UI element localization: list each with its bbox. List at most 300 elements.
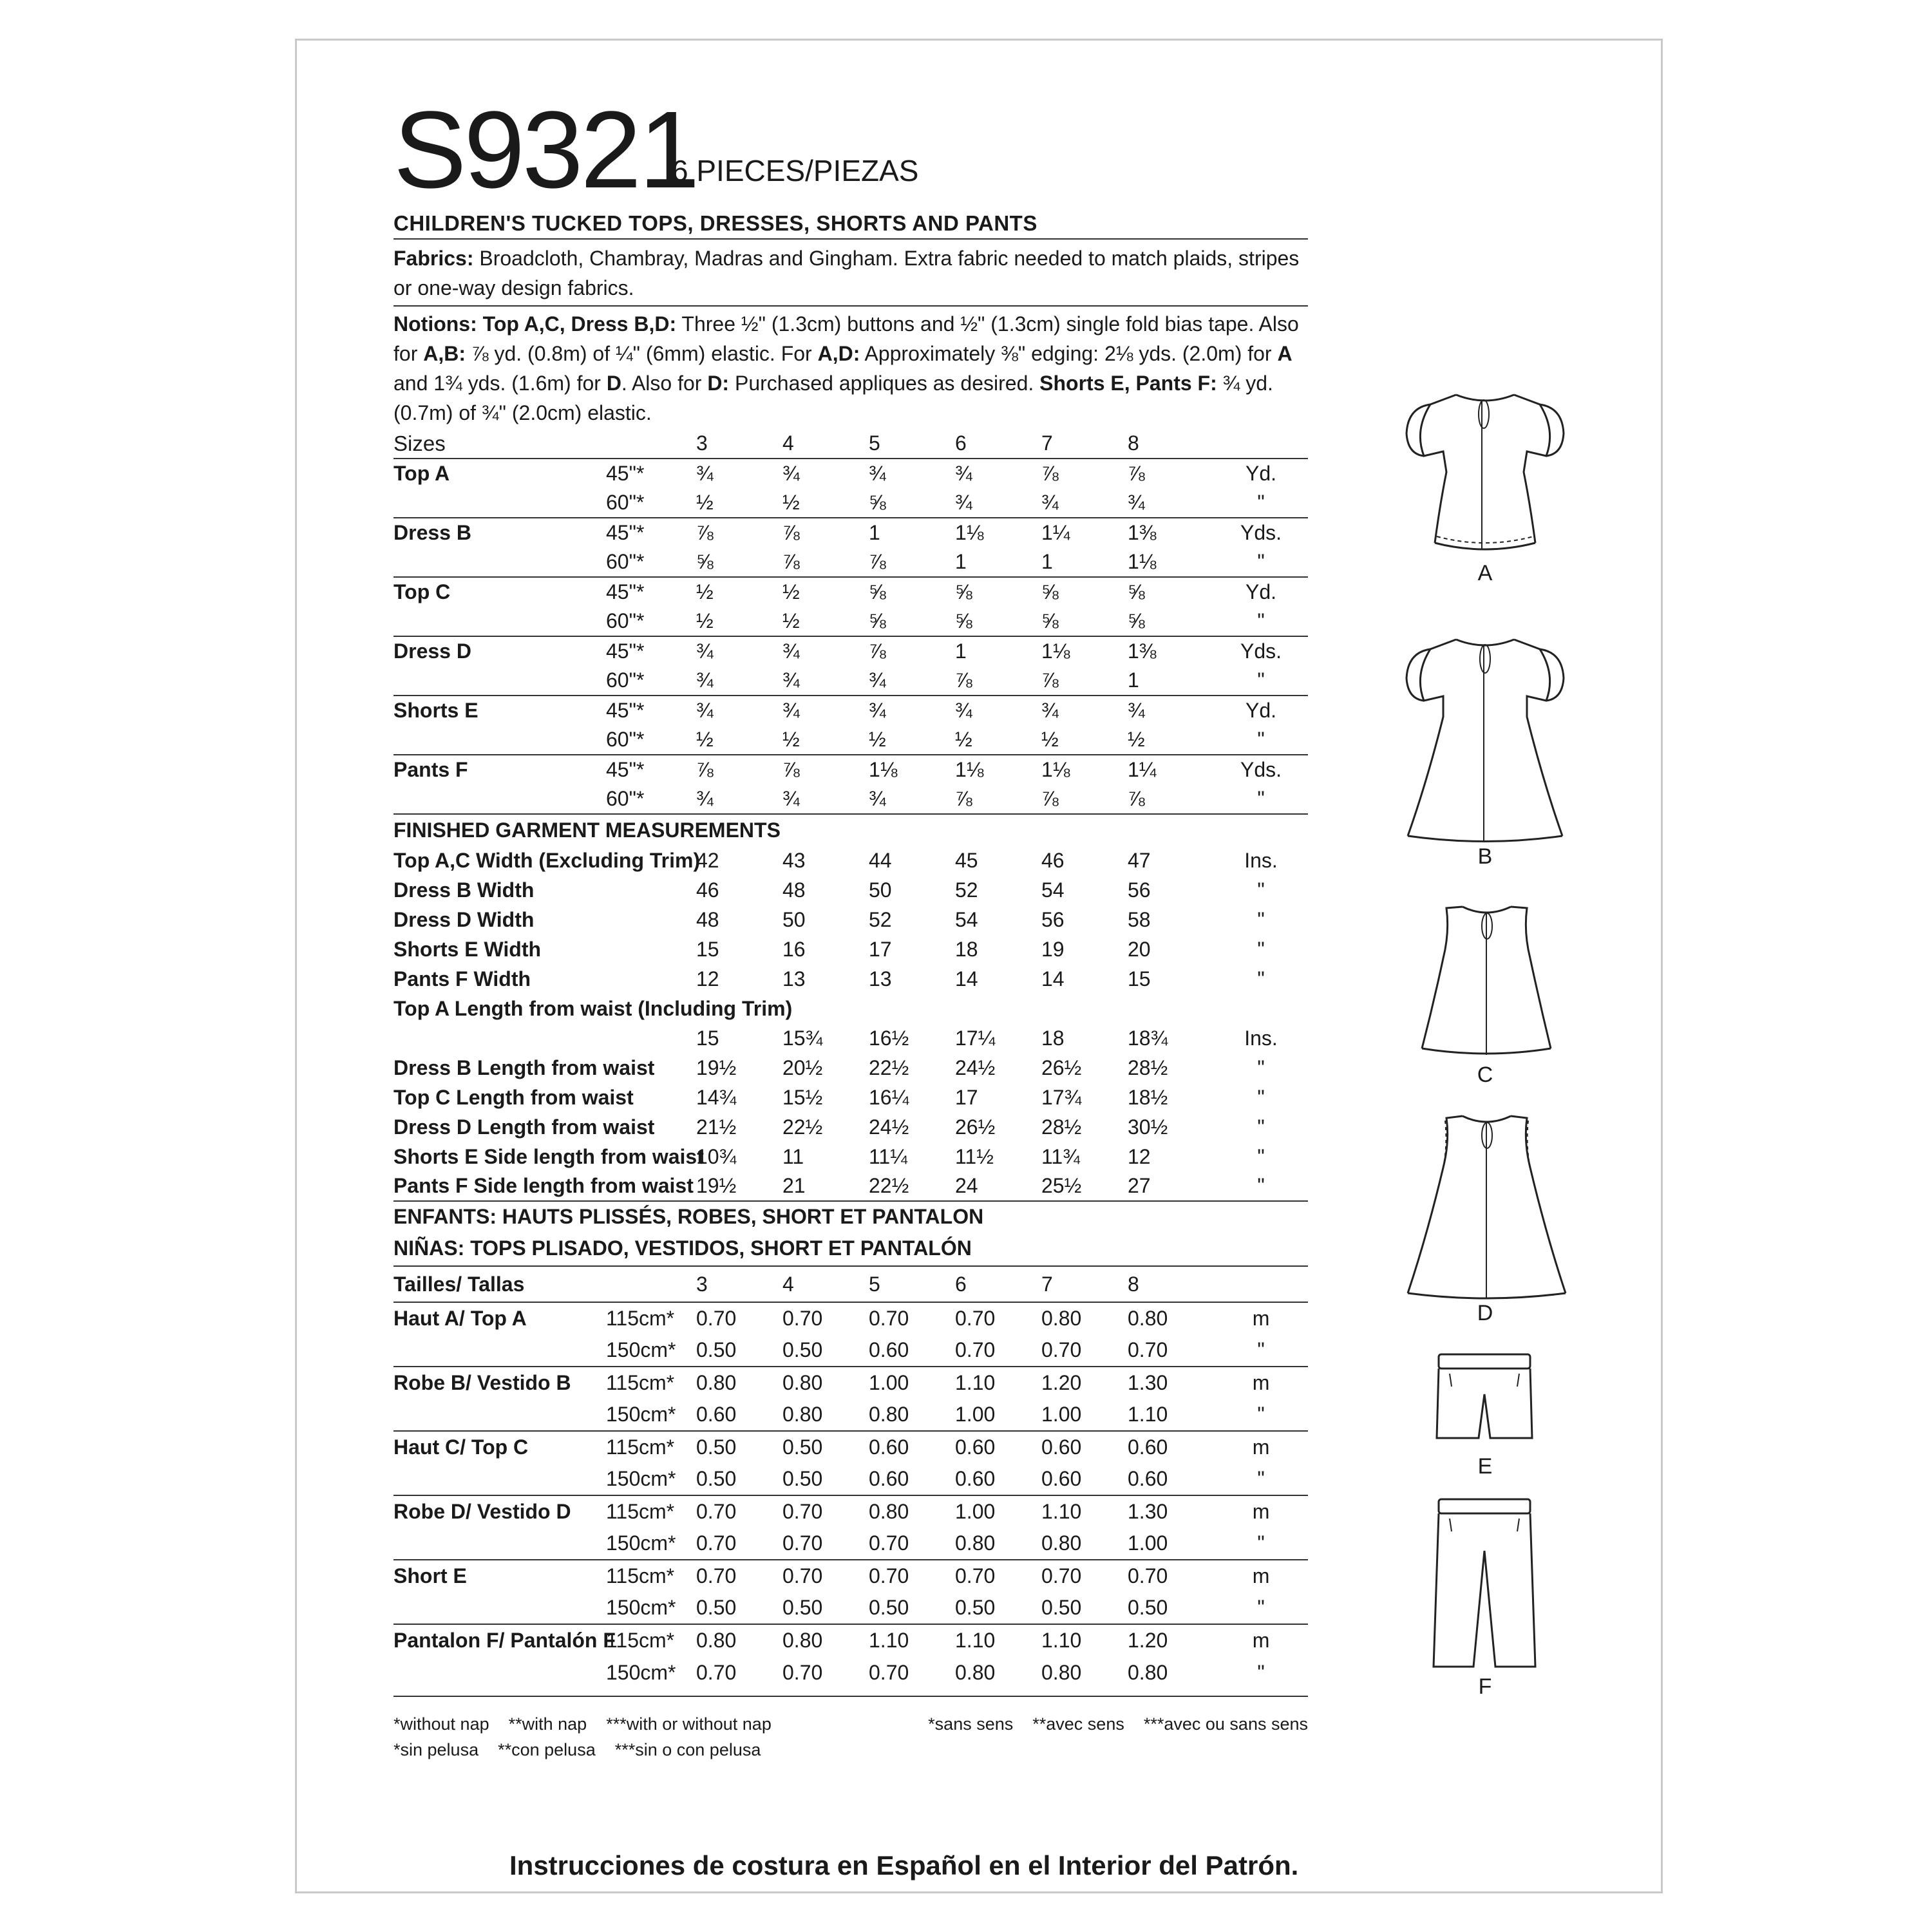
footnotes [393, 1711, 1308, 1763]
yardage-value: 0.70 [955, 1334, 1041, 1367]
yardage-value: 1.30 [1128, 1371, 1168, 1394]
garment-label: Top A [393, 462, 450, 485]
table-row [393, 964, 1308, 994]
measurement-value: 52 [869, 907, 892, 931]
yardage-value: ¾ [696, 639, 714, 663]
yardage-value: 0.70 [869, 1660, 909, 1684]
yardage-value: 1.00 [955, 1500, 996, 1523]
table-row [393, 1399, 1308, 1431]
measurement-value: 11¾ [1041, 1144, 1080, 1168]
yardage-value: ⅝ [955, 580, 972, 603]
yardage-value: ¾ [782, 462, 800, 485]
fabric-width: 60"* [606, 607, 696, 636]
unit: " [1214, 666, 1308, 696]
table-row [393, 784, 1308, 814]
metric-title-es: NIÑAS: TOPS PLISADO, VESTIDOS, SHORT ET PANTALÓN [393, 1231, 1308, 1266]
unit: " [1214, 1334, 1308, 1367]
unit: m [1252, 1629, 1270, 1652]
unit: Yds. [1240, 758, 1282, 781]
yardage-value: ⅞ [1041, 462, 1059, 485]
table-row [393, 607, 1308, 636]
unit: Yds. [1240, 639, 1282, 663]
unit: " [1214, 1463, 1308, 1495]
metric-title-fr: ENFANTS: HAUTS PLISSÉS, ROBES, SHORT ET PANTALON [393, 1204, 984, 1228]
measurement-value: 17 [955, 1085, 978, 1109]
footnote-en: *without nap **with nap ***with or without nap [393, 1714, 772, 1734]
unit: " [1257, 1144, 1265, 1168]
measurement-value: 48 [782, 878, 806, 902]
measurement-value: 54 [955, 907, 978, 931]
measurement-value: 20 [1128, 937, 1151, 961]
yardage-value: ⅞ [782, 547, 869, 577]
yardage-value: 0.80 [1041, 1660, 1082, 1684]
pants-f-icon [1318, 1493, 1653, 1676]
garment-label: Haut A/ Top A [393, 1307, 527, 1330]
measurement-value: 19 [1041, 937, 1065, 961]
yardage-value: 0.50 [696, 1334, 782, 1367]
measurement-label: Dress B Width [393, 878, 535, 902]
blank-cell [393, 1592, 606, 1624]
measurement-value: 50 [782, 907, 806, 931]
measurement-value: 46 [696, 878, 719, 902]
view-f-drawing [1318, 1493, 1653, 1705]
size-header: 5 [869, 1266, 955, 1302]
yardage-value: ½ [696, 580, 714, 603]
yardage-value: 0.70 [869, 1564, 909, 1587]
measurement-value: 24½ [869, 1115, 909, 1139]
measurement-value: 19½ [696, 1056, 737, 1079]
yardage-value: 0.70 [1041, 1564, 1082, 1587]
fabric-width: 115cm* [606, 1371, 675, 1394]
yardage-value: ⅞ [782, 521, 800, 544]
yardage-value: ¾ [1128, 488, 1214, 518]
measurement-value: 46 [1041, 848, 1065, 872]
blank-cell [393, 607, 606, 636]
yardage-value: 0.70 [782, 1564, 823, 1587]
yardage-value: ⅞ [696, 521, 714, 544]
yardage-value: 1⅛ [955, 521, 984, 544]
table-row [393, 1592, 1308, 1624]
yardage-value: 0.50 [782, 1435, 823, 1459]
yardage-value: ¾ [696, 784, 782, 814]
yardage-value: 1⅛ [1128, 547, 1214, 577]
unit: " [1257, 878, 1265, 902]
measurement-value: 13 [869, 967, 892, 990]
unit: m [1252, 1435, 1270, 1459]
measurement-value: 15½ [782, 1085, 823, 1109]
view-c-drawing [1318, 894, 1653, 1087]
yardage-value: 0.70 [782, 1660, 823, 1684]
size-header: 3 [696, 429, 782, 459]
measurement-value: 28½ [1041, 1115, 1082, 1139]
yardage-value: ⅞ [869, 639, 886, 663]
view-a-drawing [1318, 369, 1653, 585]
view-a-label: A [1477, 561, 1493, 585]
unit: m [1252, 1307, 1270, 1330]
yardage-value: 0.50 [1128, 1592, 1214, 1624]
fabric-width: 60"* [606, 666, 696, 696]
yardage-value: 1.00 [1128, 1528, 1214, 1560]
measurement-label: Dress D Length from waist [393, 1115, 655, 1139]
measurement-value: 56 [1041, 907, 1065, 931]
measurement-value: 14 [955, 967, 978, 990]
yardage-value: ⅞ [782, 758, 800, 781]
table-row [393, 1053, 1308, 1083]
fabric-width: 45"* [606, 521, 645, 544]
measurement-value: 42 [696, 848, 719, 872]
table-row [393, 636, 1308, 666]
fabric-width: 60"* [606, 725, 696, 755]
yardage-value: ¾ [1041, 488, 1128, 518]
yardage-value: ½ [782, 607, 869, 636]
yardage-value: 0.60 [869, 1334, 955, 1367]
measurement-value: 19½ [696, 1171, 782, 1201]
measurement-label: Top A,C Width (Excluding Trim) [393, 848, 701, 872]
yardage-value: ⅞ [696, 758, 714, 781]
blank-cell [606, 429, 696, 459]
measurement-value: 14¾ [696, 1085, 737, 1109]
fabrics-text: Fabrics: Broadcloth, Chambray, Madras and Gingham. Extra fabric needed to match plaids, stripes or one-way design fabrics. [393, 247, 1300, 299]
yardage-value: ¾ [869, 699, 886, 722]
fabric-width: 115cm* [606, 1500, 675, 1523]
yardage-value: 1 [869, 521, 880, 544]
view-d-drawing [1318, 1106, 1653, 1332]
yardage-value: 0.50 [955, 1592, 1041, 1624]
yardage-value: 0.80 [869, 1399, 955, 1431]
unit: " [1257, 1115, 1265, 1139]
blank-cell [393, 1656, 606, 1689]
yardage-value: ⅞ [869, 547, 955, 577]
view-e-label: E [1477, 1454, 1493, 1479]
spacer-row [393, 1689, 1308, 1696]
yardage-value: ⅝ [1128, 607, 1214, 636]
unit: " [1214, 1528, 1308, 1560]
unit: Yds. [1240, 521, 1282, 544]
blank-cell [393, 547, 606, 577]
measurement-label: Dress D Width [393, 907, 535, 931]
yardage-value: 0.70 [1128, 1564, 1168, 1587]
fabric-width: 150cm* [606, 1528, 696, 1560]
table-row [393, 1112, 1308, 1142]
unit: " [1257, 1660, 1265, 1684]
measurement-label: Dress B Length from waist [393, 1056, 655, 1079]
fabric-width: 60"* [606, 488, 696, 518]
view-c-label: C [1477, 1063, 1493, 1087]
yardage-value: 1⅛ [955, 758, 984, 781]
yardage-value: 0.50 [869, 1592, 955, 1624]
measurement-value: 15 [696, 937, 719, 961]
unit: " [1257, 937, 1265, 961]
blank-cell [393, 1528, 606, 1560]
yardage-value: 1 [955, 547, 1041, 577]
yardage-value: ½ [782, 580, 800, 603]
yardage-value: 1.10 [1041, 1500, 1082, 1523]
yardage-value: 0.60 [1041, 1463, 1128, 1495]
main-column [393, 211, 1308, 1763]
garment-label: Short E [393, 1564, 467, 1587]
yardage-value: ¾ [696, 699, 714, 722]
yardage-value: ½ [955, 725, 1041, 755]
yardage-value: ¾ [1041, 699, 1059, 722]
measurement-value: 10¾ [696, 1144, 737, 1168]
yardage-value: 1¼ [1128, 758, 1157, 781]
size-header: 6 [955, 1266, 1041, 1302]
measurement-value: 58 [1128, 907, 1151, 931]
yardage-value: 0.60 [869, 1435, 909, 1459]
measurement-value: 18½ [1128, 1085, 1168, 1109]
yardage-value: 0.70 [955, 1307, 996, 1330]
yardage-value: 1.00 [955, 1399, 1041, 1431]
table-row [393, 1202, 1308, 1231]
table-row [393, 846, 1308, 875]
measurement-value: 16¼ [869, 1085, 909, 1109]
fabric-width: 45"* [606, 580, 645, 603]
yardage-value: 0.60 [955, 1435, 996, 1459]
table-row [393, 815, 1308, 846]
measurement-value: 26½ [955, 1115, 996, 1139]
fabric-width: 60"* [606, 547, 696, 577]
measurement-value: 22½ [869, 1171, 955, 1201]
pattern-envelope-back [295, 39, 1663, 1893]
dress-b-icon [1318, 620, 1653, 846]
measurement-value: 11¼ [869, 1144, 907, 1168]
unit: Yd. [1245, 699, 1277, 722]
yardage-value: 0.70 [696, 1307, 737, 1330]
garment-label: Robe D/ Vestido D [393, 1500, 571, 1523]
table-row [393, 1266, 1308, 1302]
table-row [393, 1624, 1308, 1656]
measurement-value: 21½ [696, 1115, 737, 1139]
spanish-instructions-note: Instrucciones de costura en Español en el Interior del Patrón. [509, 1850, 1299, 1880]
piece-count: 6 PIECES/PIEZAS [672, 154, 919, 187]
table-row [393, 547, 1308, 577]
blank-cell [1214, 1266, 1308, 1302]
table-row [393, 1334, 1308, 1367]
yardage-value: 0.70 [696, 1528, 782, 1560]
finished-measurements-table [393, 815, 1308, 1202]
table-row [393, 1367, 1308, 1399]
yardage-value: ¾ [782, 784, 869, 814]
unit: " [1214, 784, 1308, 814]
measurement-label: Shorts E Width [393, 937, 542, 961]
measurement-value: 18 [955, 937, 978, 961]
yardage-value: 0.80 [1041, 1528, 1128, 1560]
yardage-value: ⅝ [1128, 580, 1145, 603]
measurement-value: 45 [955, 848, 978, 872]
measurement-value: 15 [696, 1026, 719, 1050]
blank-cell [393, 666, 606, 696]
yardage-value: 1.10 [1128, 1399, 1214, 1431]
yardage-value: ¾ [955, 462, 972, 485]
garment-label: Dress B [393, 521, 471, 544]
yardage-value: 1.10 [955, 1371, 996, 1394]
yardage-value: 0.70 [955, 1564, 996, 1587]
yardage-value: ⅝ [1041, 580, 1059, 603]
table-row [393, 725, 1308, 755]
unit: Ins. [1244, 848, 1278, 872]
blank-cell [393, 488, 606, 518]
measurement-label: Top A Length from waist (Including Trim) [393, 996, 793, 1020]
measurement-value: 18¾ [1128, 1026, 1168, 1050]
yardage-value: 0.70 [782, 1500, 823, 1523]
yardage-value: ¾ [782, 666, 869, 696]
table-row [393, 1431, 1308, 1463]
unit: " [1257, 967, 1265, 990]
fabric-width: 60"* [606, 784, 696, 814]
table-row [393, 1171, 1308, 1201]
yardage-value: ½ [696, 607, 782, 636]
fabric-width: 115cm* [606, 1629, 675, 1652]
yardage-value: 1 [1128, 666, 1214, 696]
garment-label: Top C [393, 580, 451, 603]
yardage-value: ¾ [955, 488, 1041, 518]
measurement-label: Pants F Width [393, 967, 531, 990]
yardage-value: ⅝ [1041, 607, 1128, 636]
yardage-value: 0.50 [782, 1592, 869, 1624]
yardage-value: 0.80 [1041, 1307, 1082, 1330]
yardage-value: ½ [782, 488, 869, 518]
view-e-drawing [1318, 1348, 1653, 1477]
view-f-label: F [1478, 1674, 1492, 1699]
unit: " [1214, 488, 1308, 518]
yardage-value: ⅞ [1041, 666, 1128, 696]
unit: " [1257, 1085, 1265, 1109]
garment-label: Haut C/ Top C [393, 1435, 529, 1459]
fabric-width: 115cm* [606, 1435, 675, 1459]
size-header: 4 [782, 1266, 869, 1302]
yardage-value: 0.50 [782, 1334, 869, 1367]
measurement-value: 17 [869, 937, 892, 961]
measurement-value: 25½ [1041, 1171, 1128, 1201]
size-header: 8 [1128, 429, 1214, 459]
yardage-value: ½ [696, 488, 782, 518]
table-row [393, 488, 1308, 518]
fabric-width: 150cm* [606, 1660, 676, 1684]
yardage-value: ¾ [955, 699, 972, 722]
fabric-width: 45"* [606, 699, 645, 722]
size-header: 3 [696, 1266, 782, 1302]
measurement-label: Top C Length from waist [393, 1085, 634, 1109]
yardage-value: 0.70 [869, 1307, 909, 1330]
yardage-value: ¾ [696, 666, 782, 696]
pattern-number: S9321 [393, 89, 697, 211]
unit: " [1214, 725, 1308, 755]
yardage-value: 0.80 [1128, 1660, 1168, 1684]
size-header: 7 [1041, 429, 1128, 459]
fabric-width: 45"* [606, 639, 645, 663]
yardage-value: ⅞ [955, 784, 1041, 814]
table-row [393, 755, 1308, 784]
measurement-label: Shorts E Side length from waist [393, 1144, 704, 1168]
table-row [393, 994, 1308, 1023]
yardage-value: ⅞ [1128, 462, 1145, 485]
table-row [393, 1463, 1308, 1495]
measurement-value: 44 [869, 848, 892, 872]
sizes-label: Tailles/ Tallas [393, 1266, 606, 1302]
yardage-value: ¾ [869, 462, 886, 485]
notions-text: Notions: Top A,C, Dress B,D: Three ½" (1.3cm) buttons and ½" (1.3cm) single fold bias tape. Also for A,B: ⅞ yd. (0.8m) of ¼" (6mm) elastic. For A,D: Approximately ⅜" edging: 2⅛ yds. (2.0m) for A and 1¾ yds. (1.6m) for D. Also for D: Purchased appliques as desired. Shorts E, Pants F: ¾ yd. (0.7m) of ¾" (2.0cm) elastic. [393, 312, 1299, 424]
measurement-value: 22½ [782, 1115, 823, 1139]
size-header: 6 [955, 429, 1041, 459]
blank-cell [393, 1023, 696, 1053]
yardage-value: 0.70 [782, 1307, 823, 1330]
unit: Yd. [1245, 462, 1277, 485]
yardage-value: ⅝ [696, 547, 782, 577]
footnote-fr: *sans sens **avec sens ***avec ou sans sens [928, 1714, 1308, 1734]
table-row [393, 459, 1308, 488]
yardage-value: ¾ [869, 784, 955, 814]
view-b-drawing [1318, 620, 1653, 869]
table-row [393, 1560, 1308, 1592]
yardage-value: 1⅜ [1128, 639, 1157, 663]
yardage-value: 0.60 [869, 1463, 955, 1495]
measurement-value: 43 [782, 848, 806, 872]
finished-measurements-title: FINISHED GARMENT MEASUREMENTS [393, 818, 781, 842]
yardage-value: 1 [1041, 547, 1128, 577]
measurement-value: 12 [696, 967, 719, 990]
size-header: 8 [1128, 1266, 1214, 1302]
fabric-width: 150cm* [606, 1334, 696, 1367]
yardage-value: 0.70 [869, 1528, 955, 1560]
unit: " [1214, 1592, 1308, 1624]
dress-d-icon [1318, 1106, 1653, 1300]
top-c-icon [1318, 894, 1653, 1061]
table-row [393, 1302, 1308, 1334]
garment-label: Dress D [393, 639, 471, 663]
yardage-value: 0.60 [955, 1463, 1041, 1495]
size-header: 5 [869, 429, 955, 459]
blank-cell [393, 1399, 606, 1431]
measurement-value: 17¾ [1041, 1085, 1082, 1109]
blank-cell [393, 1334, 606, 1367]
yardage-value: 0.50 [782, 1463, 869, 1495]
unit: " [1257, 1056, 1265, 1079]
measurement-value: 11½ [955, 1144, 994, 1168]
yardage-value: ¾ [782, 699, 800, 722]
measurement-value: 54 [1041, 878, 1065, 902]
measurement-value: 24½ [955, 1056, 996, 1079]
fabric-width: 150cm* [606, 1463, 696, 1495]
yardage-value: 1.00 [1041, 1399, 1128, 1431]
yardage-value: 0.80 [782, 1399, 869, 1431]
yardage-table [393, 429, 1308, 815]
yardage-value: 0.80 [955, 1528, 1041, 1560]
unit: m [1252, 1564, 1270, 1587]
yardage-value: ⅞ [1041, 784, 1128, 814]
yardage-value: 1⅛ [869, 758, 898, 781]
garment-label: Shorts E [393, 699, 478, 722]
blank-cell [393, 784, 606, 814]
yardage-value: ¾ [1128, 699, 1145, 722]
measurement-value: 30½ [1128, 1115, 1168, 1139]
measurement-value: 50 [869, 878, 892, 902]
fabric-width: 115cm* [606, 1307, 675, 1330]
yardage-value: 0.80 [696, 1629, 737, 1652]
yardage-value: 0.50 [696, 1435, 737, 1459]
yardage-value: 0.70 [1128, 1334, 1214, 1367]
footnote-es: *sin pelusa **con pelusa ***sin o con pelusa [393, 1740, 761, 1759]
measurement-value: 17¼ [955, 1026, 996, 1050]
blank-cell [606, 1266, 696, 1302]
unit: " [1214, 607, 1308, 636]
yardage-value: 0.80 [782, 1629, 823, 1652]
fabric-width: 150cm* [606, 1592, 696, 1624]
yardage-value: 1.30 [1128, 1500, 1168, 1523]
table-row [393, 1656, 1308, 1689]
yardage-value: ⅞ [955, 666, 1041, 696]
measurement-value: 11 [782, 1144, 804, 1168]
unit: Ins. [1244, 1026, 1278, 1050]
